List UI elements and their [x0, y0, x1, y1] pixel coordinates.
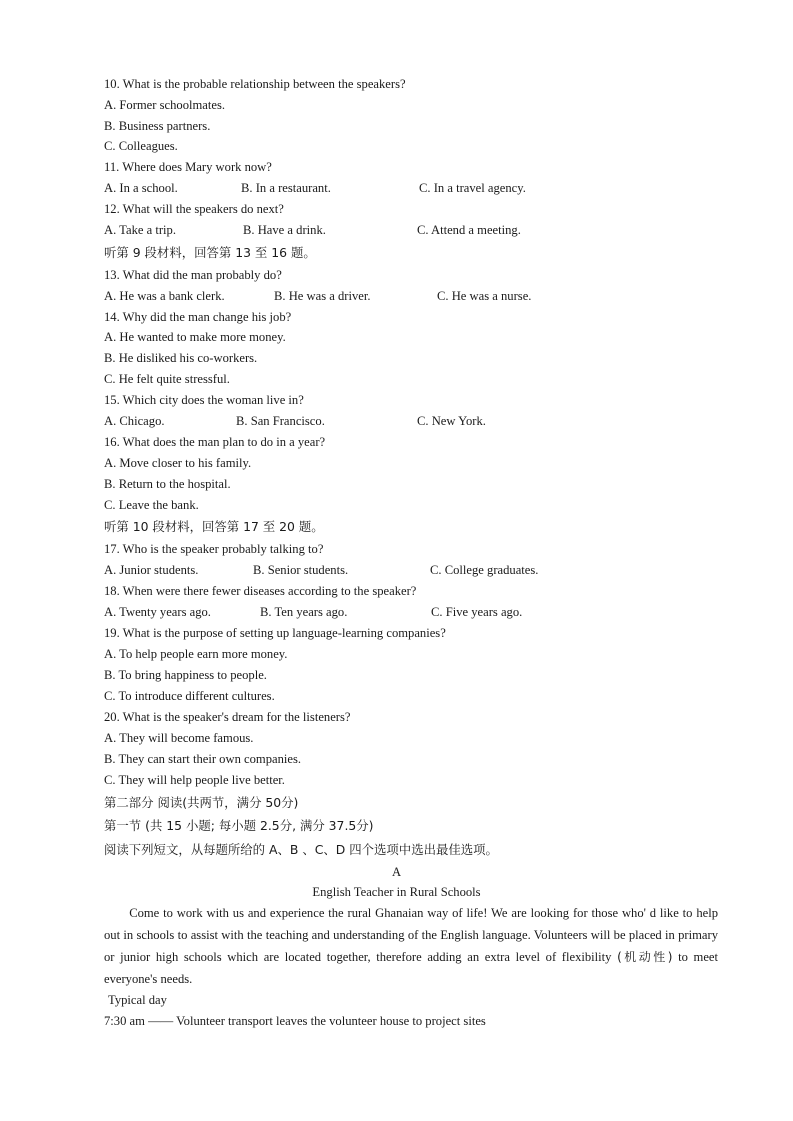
question-12-option-a: A. Take a trip. — [104, 223, 176, 237]
question-15-option-b: B. San Francisco. — [236, 414, 325, 428]
question-10-stem: 10. What is the probable relationship between the speakers? — [104, 77, 406, 91]
question-11-option-a: A. In a school. — [104, 181, 178, 195]
question-19-stem: 19. What is the purpose of setting up language-learning companies? — [104, 626, 446, 640]
question-17-option-b: B. Senior students. — [253, 563, 349, 577]
question-12-option-b: B. Have a drink. — [243, 223, 326, 237]
question-13-option-b: B. He was a driver. — [274, 289, 371, 303]
question-18-option-b: B. Ten years ago. — [260, 605, 348, 619]
question-13-option-c: C. He was a nurse. — [437, 289, 532, 303]
question-10-option-a: A. Former schoolmates. — [104, 98, 226, 112]
schedule-item-1: 7:30 am —— Volunteer transport leaves the volunteer house to project sites — [104, 1014, 486, 1028]
paragraph-1-text-end: to meet everyone's needs. — [104, 950, 718, 986]
question-16-stem: 16. What does the man plan to do in a year? — [104, 435, 326, 449]
question-18-option-a: A. Twenty years ago. — [104, 605, 211, 619]
question-15-stem: 15. Which city does the woman live in? — [104, 393, 304, 407]
passage-title: English Teacher in Rural Schools — [312, 885, 481, 899]
question-20-option-b: B. They can start their own companies. — [104, 752, 302, 766]
question-13-stem: 13. What did the man probably do? — [104, 268, 282, 282]
question-11-option-b: B. In a restaurant. — [241, 181, 331, 195]
question-11-stem: 11. Where does Mary work now? — [104, 160, 272, 174]
question-15-option-a: A. Chicago. — [104, 414, 165, 428]
reading-instruction: 阅读下列短文，从每题所给的 A、B 、C、D 四个选项中选出最佳选项。 — [104, 842, 498, 857]
question-15-option-c: C. New York. — [417, 414, 486, 428]
passage-paragraph-1 — [104, 902, 718, 990]
question-18-stem: 18. When were there fewer diseases according to the speaker? — [104, 584, 417, 598]
question-16-option-a: A. Move closer to his family. — [104, 456, 252, 470]
question-14-stem: 14. Why did the man change his job? — [104, 310, 292, 324]
question-12-option-c: C. Attend a meeting. — [417, 223, 521, 237]
question-14-option-b: B. He disliked his co-workers. — [104, 351, 258, 365]
question-20-option-a: A. They will become famous. — [104, 731, 254, 745]
section-10-instruction: 听第 10 段材料，回答第 17 至 20 题。 — [104, 519, 324, 534]
question-19-option-b: B. To bring happiness to people. — [104, 668, 267, 682]
question-17-option-c: C. College graduates. — [430, 563, 539, 577]
question-17-option-a: A. Junior students. — [104, 563, 199, 577]
question-20-stem: 20. What is the speaker's dream for the listeners? — [104, 710, 351, 724]
question-14-option-c: C. He felt quite stressful. — [104, 372, 230, 386]
section-9-instruction: 听第 9 段材料，回答第 13 至 16 题。 — [104, 245, 316, 260]
typical-day-label: Typical day — [108, 993, 167, 1007]
question-16-option-c: C. Leave the bank. — [104, 498, 199, 512]
question-13-option-a: A. He was a bank clerk. — [104, 289, 225, 303]
question-19-option-c: C. To introduce different cultures. — [104, 689, 275, 703]
question-14-option-a: A. He wanted to make more money. — [104, 330, 286, 344]
question-20-option-c: C. They will help people live better. — [104, 773, 285, 787]
question-18-option-c: C. Five years ago. — [431, 605, 523, 619]
paragraph-1-text-start: Come to work with us and experience the rural Ghanaian way of life! We are looking for those who' d like to help out in schools to assist with the teaching and understanding of the English language. Volunteers will be placed in primary or junior high schools which are located together, therefore adding an extra level of flexibility — [104, 906, 718, 964]
question-10-option-b: B. Business partners. — [104, 119, 211, 133]
question-12-stem: 12. What will the speakers do next? — [104, 202, 284, 216]
question-17-stem: 17. Who is the speaker probably talking to? — [104, 542, 324, 556]
question-16-option-b: B. Return to the hospital. — [104, 477, 231, 491]
question-11-option-c: C. In a travel agency. — [419, 181, 526, 195]
passage-letter: A — [391, 865, 402, 879]
part-2-heading: 第二部分 阅读(共两节，满分 50分) — [104, 795, 299, 810]
question-19-option-a: A. To help people earn more money. — [104, 647, 288, 661]
section-1-heading: 第一节 (共 15 小题; 每小题 2.5分, 满分 37.5分) — [104, 818, 374, 833]
paragraph-1-gloss: (机动性) — [617, 950, 673, 964]
question-10-option-c: C. Colleagues. — [104, 139, 178, 153]
